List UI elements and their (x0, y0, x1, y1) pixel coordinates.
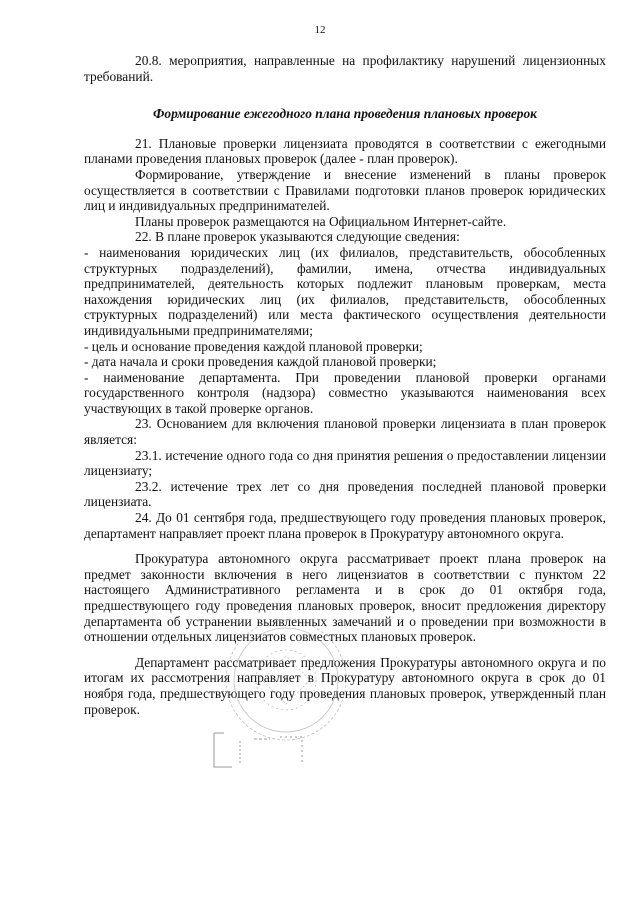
paragraph-24: 24. До 01 сентября года, предшествующего году проведения плановых проверок, департамент направляет проект плана проверок в Прокуратуру автономного округа. (84, 510, 606, 541)
page-number: 12 (314, 24, 326, 36)
paragraph-23: 23. Основанием для включения плановой проверки лицензиата в план проверок является: (84, 416, 606, 448)
paragraph-23-1: 23.1. истечение одного года со дня принятия решения о предоставлении лицензии лицензиату; (84, 447, 606, 479)
list-item-22-dates: - дата начала и сроки проведения каждой плановой проверки; (84, 354, 437, 370)
paragraph-23-2: 23.2. истечение трех лет со дня проведения последней плановой проверки лицензиата. (84, 478, 606, 510)
list-item-22-department: - наименование департамента. При проведении плановой проверки органами государственного контроля (надзора) совместно указываются наименования всех участвующих в такой проверке органов. (84, 369, 606, 416)
paragraph-21: 21. Плановые проверки лицензиата проводятся в соответствии с ежегодными планами проведения плановых проверок (далее - план проверок). (84, 135, 606, 167)
paragraph-22: 22. В плане проверок указываются следующие сведения: (135, 229, 460, 245)
paragraph-20-8: 20.8. мероприятия, направленные на профилактику нарушений лицензионных требований. (84, 53, 606, 84)
paragraph-21-publication: Планы проверок размещаются на Официальном Интернет-сайте. (135, 213, 507, 229)
list-item-22-purpose: - цель и основание проведения каждой плановой проверки; (84, 338, 423, 354)
paragraph-21-formation: Формирование, утверждение и внесение изменений в планы проверок осуществляется в соответствии с Правилами подготовки планов проверок юридических лиц и индивидуальных предпринимателей. (84, 166, 606, 214)
list-item-22-names: - наименования юридических лиц (их филиалов, представительств, обособленных структурных подразделений), фамилии, имена, отчества индивидуальных предпринимателей, деятельность которых подлежит плановым проверкам, места нахождения юридических лиц (их филиалов, представительств, обособленных структурных подразделений) или места фактического осуществления деятельности индивидуальными предпринимателями; (84, 244, 606, 338)
section-heading: Формирование ежегодного плана проведения плановых проверок (153, 106, 537, 122)
signature-frame (210, 727, 306, 773)
paragraph-24-department: Департамент рассматривает предложения Прокуратуры автономного округа и по итогам их рассмотрения направляет в Прокуратуру автономного округа в срок до 01 ноября года, предшествующего году проведения плановых проверок, утвержденный план проверок. (84, 654, 606, 717)
document-body (84, 53, 606, 717)
paragraph-24-prosecutor: Прокуратура автономного округа рассматривает проект плана проверок на предмет законности включения в него лицензиатов в соответствии с пунктом 22 настоящего Административного регламента и в срок до 01 октября года, предшествующего году проведения плановых проверок, вносит предложения директору департамента об устранении выявленных замечаний и о проведении при возможности в отношении отдельных лицензиатов совместных плановых проверок. (84, 551, 606, 645)
